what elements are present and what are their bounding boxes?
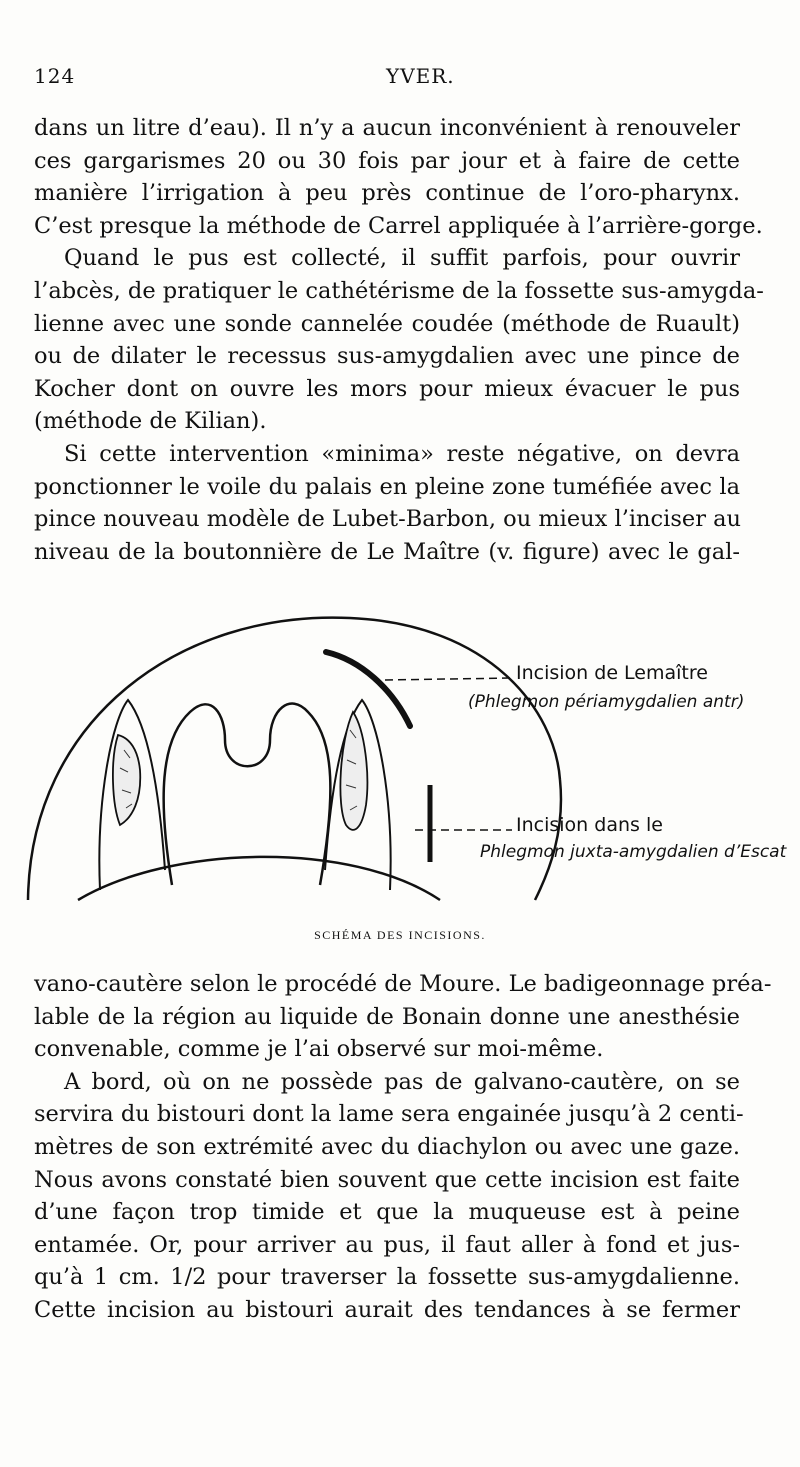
- paragraph-top: [34, 112, 764, 568]
- text-line: Nous avons constaté bien souvent que cette incision est faite: [34, 1166, 740, 1193]
- page-header: [34, 64, 766, 94]
- text-line: niveau de la boutonnière de Le Maître (v. figure) avec le gal-: [34, 538, 740, 565]
- page-number: 124: [34, 64, 76, 88]
- text-line: pince nouveau modèle de Lubet-Barbon, ou mieux l’inciser au: [34, 506, 742, 533]
- label-periamygdalian-phlegmon: (Phlegmon périamygdalien antr): [468, 692, 745, 712]
- leader-line-lemaitre: [385, 678, 512, 680]
- text-line: servira du bistouri dont la lame sera engainée jusqu’à 2 centi-: [34, 1101, 744, 1128]
- right-tonsil: [340, 712, 367, 830]
- text-line: manière l’irrigation à peu près continue de l’oro-pharynx.: [34, 180, 740, 207]
- text-line: Kocher dont on ouvre les mors pour mieux évacuer le pus: [34, 375, 740, 402]
- lemaitre-incision-mark: [326, 652, 410, 726]
- text-line: A bord, où on ne possède pas de galvano-cautère, on se: [64, 1068, 740, 1095]
- text-line: vano-cautère selon le procédé de Moure. Le badigeonnage préa-: [34, 971, 772, 997]
- figure-caption: SCHÉMA DES INCISIONS.: [314, 928, 486, 942]
- running-head: YVER.: [386, 64, 455, 88]
- text-line: lienne avec une sonde cannelée coudée (méthode de Ruault): [34, 310, 740, 337]
- text-line: Si cette intervention «minima» reste négative, on devra: [64, 440, 740, 467]
- label-lemaitre-incision: Incision de Lemaître: [516, 662, 708, 684]
- text-line: convenable, comme je l’ai observé sur moi-même.: [34, 1036, 604, 1063]
- text-line: dans un litre d’eau). Il n’y a aucun inconvénient à renouveler: [34, 115, 740, 141]
- paragraph-bottom: [34, 968, 772, 1327]
- text-line: d’une façon trop timide et que la muqueuse est à peine: [34, 1199, 740, 1226]
- text-line: lable de la région au liquide de Bonain donne une anesthésie: [34, 1003, 740, 1030]
- throat-diagram: [20, 600, 780, 920]
- text-line: ces gargarismes 20 ou 30 fois par jour et à faire de cette: [34, 147, 740, 174]
- text-line: l’abcès, de pratiquer le cathétérisme de la fossette sus-amygda-: [34, 277, 764, 304]
- label-escat-incision: Incision dans le: [516, 814, 663, 836]
- text-line: ou de dilater le recessus sus-amygdalien avec une pince de: [34, 343, 740, 370]
- text-line: C’est presque la méthode de Carrel appliquée à l’arrière-gorge.: [34, 212, 763, 239]
- text-line: qu’à 1 cm. 1/2 pour traverser la fossette sus-amygdalienne.: [34, 1264, 740, 1291]
- text-line: mètres de son extrémité avec du diachylon ou avec une gaze.: [34, 1133, 740, 1160]
- text-line: ponctionner le voile du palais en pleine zone tuméfiée avec la: [34, 473, 740, 500]
- text-line: Cette incision au bistouri aurait des tendances à se fermer: [34, 1296, 740, 1323]
- left-tonsil: [113, 735, 140, 825]
- text-line: (méthode de Kilian).: [34, 408, 267, 435]
- tongue-base-outline: [78, 857, 440, 900]
- text-line: Quand le pus est collecté, il suffit parfois, pour ouvrir: [64, 245, 740, 272]
- incision-schema-figure: [20, 600, 787, 920]
- text-line: entamée. Or, pour arriver au pus, il faut aller à fond et jus-: [34, 1231, 740, 1258]
- label-juxta-amygdalian-phlegmon: Phlegmon juxta-amygdalien d’Escat: [480, 842, 787, 862]
